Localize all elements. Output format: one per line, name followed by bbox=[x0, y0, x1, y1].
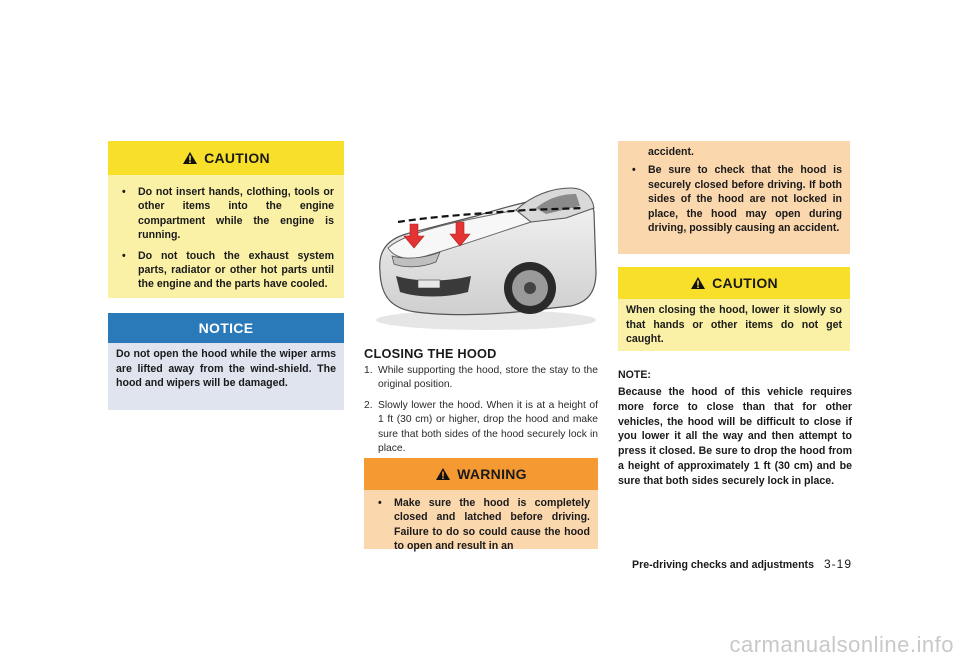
warning-list bbox=[364, 490, 598, 554]
left-caution-header bbox=[108, 141, 344, 175]
warning-triangle-icon bbox=[182, 151, 198, 165]
notice-text: Do not open the hood while the wiper arms are lifted away from the wind-shield. The hood and wipers will be damaged. bbox=[108, 343, 344, 410]
warning-triangle-icon bbox=[435, 467, 451, 481]
right-caution-title: CAUTION bbox=[712, 275, 778, 291]
warning-triangle-icon bbox=[690, 276, 706, 290]
warning-title: WARNING bbox=[457, 466, 527, 482]
car-hood-illustration bbox=[366, 152, 600, 332]
warning-box bbox=[364, 458, 598, 553]
list-item: • Do not insert hands, clothing, tools or other items into the engine compartment while the engine is running. bbox=[122, 186, 334, 242]
notice-header bbox=[108, 313, 344, 343]
left-caution-box bbox=[108, 141, 344, 298]
note-text: Because the hood of this vehicle requires more force to close than that for other vehicles, the hood will be difficult to close if you lower it all the way and then attempt to press it closed. Be sure to drop the hood from a height of approximately 1 ft (30 cm) and be sure that both sides securely lock in place. bbox=[618, 386, 852, 487]
right-caution-box bbox=[618, 267, 850, 351]
note-label: NOTE: bbox=[618, 369, 651, 381]
warning-continued-box bbox=[618, 141, 850, 254]
list-item: accident. bbox=[648, 146, 694, 158]
notice-box bbox=[108, 313, 344, 410]
list-item: 2. Slowly lower the hood. When it is at a height of 1 ft (30 cm) or higher, drop the hood and make sure that both sides of the hood securely lock in place. bbox=[364, 399, 598, 455]
footer-section-title: Pre-driving checks and adjustments bbox=[632, 559, 814, 571]
left-caution-title: CAUTION bbox=[204, 150, 270, 166]
closing-steps bbox=[364, 364, 598, 462]
list-item: 1. While supporting the hood, store the stay to the original position. bbox=[364, 365, 598, 391]
list-item: • Make sure the hood is completely closed and latched before driving. Failure to do so could cause the hood to open and result in an bbox=[378, 497, 590, 553]
closing-heading: CLOSING THE HOOD bbox=[364, 346, 497, 361]
watermark: carmanualsonline.info bbox=[729, 632, 954, 657]
left-caution-list bbox=[108, 175, 344, 292]
notice-title: NOTICE bbox=[198, 320, 254, 336]
warning-header bbox=[364, 458, 598, 490]
list-item: • Be sure to check that the hood is securely closed before driving. If both sides of the hood are not locked in place, the hood may open during driving, possibly causing an accident. bbox=[632, 164, 842, 235]
warning-continued-list bbox=[618, 141, 850, 235]
list-item: • Do not touch the exhaust system parts, radiator or other hot parts until the engine and the parts have cooled. bbox=[122, 249, 334, 291]
page-footer bbox=[580, 557, 852, 571]
right-caution-text: When closing the hood, lower it slowly so that hands or other items do not get caught. bbox=[626, 304, 842, 346]
page-number: 3-19 bbox=[823, 557, 852, 571]
right-caution-header bbox=[618, 267, 850, 299]
